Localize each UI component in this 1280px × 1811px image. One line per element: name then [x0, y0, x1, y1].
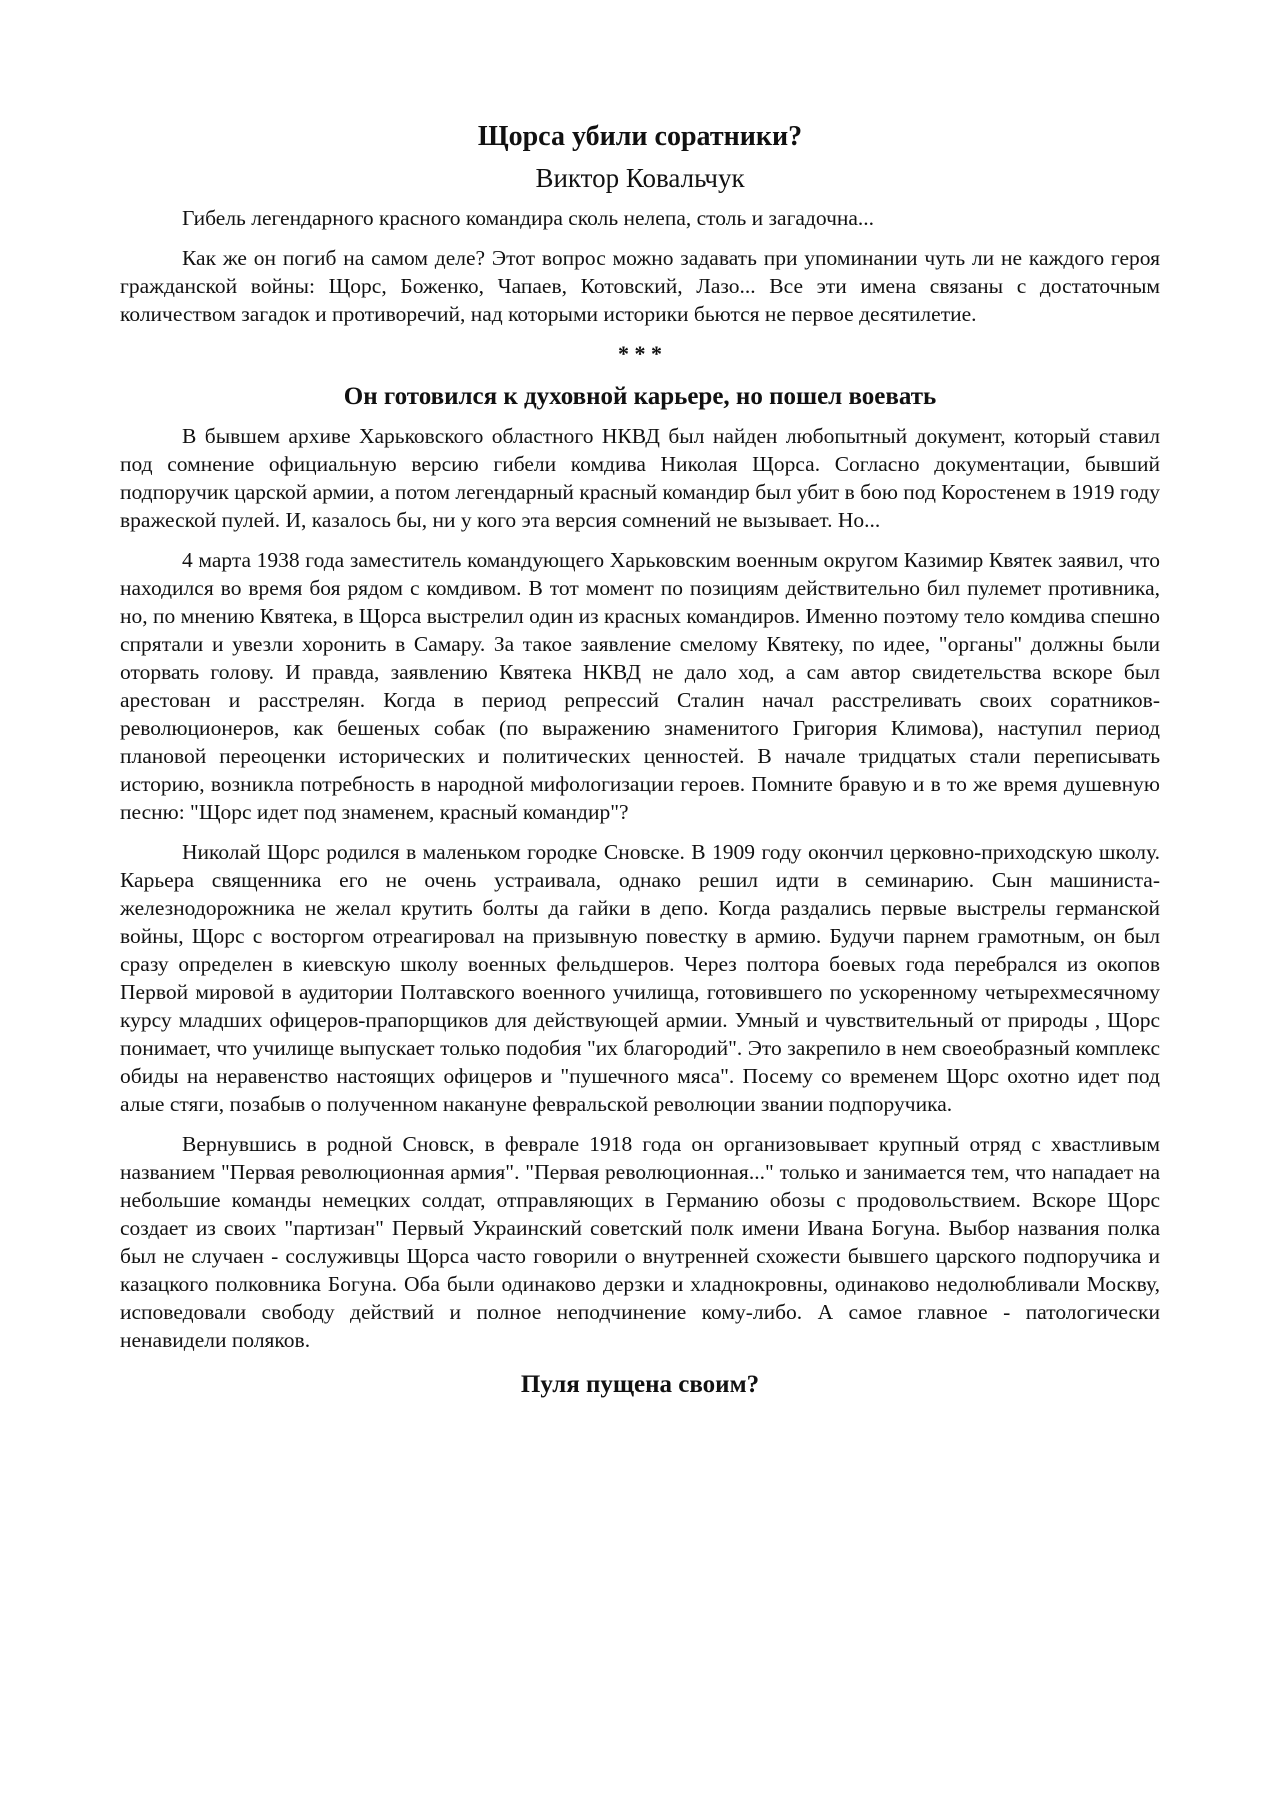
- section-heading-2: Пуля пущена своим?: [520, 1371, 760, 1398]
- document-page: [120, 118, 1160, 1410]
- article-intro: Как же он погиб на самом деле? Этот вопрос можно задавать при упоминании чуть ли не каждого героя гражданской войны: Щорс, Боженко, Чапаев, Котовский, Лазо... Все эти имена связаны с достаточным количеством загадок и противоречий, над которыми историки бьются не первое десятилетие.: [120, 246, 1160, 326]
- section-heading-1: Он готовился к духовной карьере, но пошел воевать: [343, 383, 937, 410]
- paragraph: 4 марта 1938 года заместитель командующего Харьковским военным округом Казимир Квятек заявил, что находился во время боя рядом с комдивом. В тот момент по позициям действительно бил пулемет противника, но, по мнению Квятека, в Щорса выстрелил один из красных командиров. Именно поэтому тело комдива спешно спрятали и увезли хоронить в Самару. За такое заявление смелому Квятеку, по идее, "органы" должны были оторвать голову. И правда, заявлению Квятека НКВД не дало ход, а сам автор свидетельства вскоре был арестован и расстрелян. Когда в период репрессий Сталин начал расстреливать своих соратников-революционеров, как бешеных собак (по выражению знаменитого Григория Климова), наступил период плановой переоценки исторических и политических ценностей. В начале тридцатых стали переписывать историю, возникла потребность в народной мифологизации героев. Помните бравую и в то же время душевную песню: "Щорс идет под знаменем, красный командир"?: [120, 548, 1160, 824]
- article-author: Виктор Ковальчук: [535, 163, 745, 193]
- paragraph: В бывшем архиве Харьковского областного НКВД был найден любопытный документ, который ставил под сомнение официальную версию гибели комдива Николая Щорса. Согласно документации, бывший подпоручик царской армии, а потом легендарный красный командир был убит в бою под Коростенем в 1919 году вражеской пулей. И, казалось бы, ни у кого эта версия сомнений не вызывает. Но...: [120, 424, 1160, 532]
- section-separator: * * *: [618, 341, 662, 366]
- article-title: Щорса убили соратники?: [477, 121, 803, 152]
- paragraph: Николай Щорс родился в маленьком городке Сновске. В 1909 году окончил церковно-приходскую школу. Карьера священника его не очень устраивала, однако решил идти в семинарию. Сын машиниста-железнодорожника не желал крутить болты да гайки в депо. Когда раздались первые выстрелы германской войны, Щорс с восторгом отреагировал на призывную повестку в армию. Будучи парнем грамотным, он был сразу определен в киевскую школу военных фельдшеров. Через полтора боевых года перебрался из окопов Первой мировой в аудитории Полтавского военного училища, готовившего по ускоренному четырехмесячному курсу младших офицеров-прапорщиков для действующей армии. Умный и чувствительный от природы , Щорс понимает, что училище выпускает только подобия "их благородий". Это закрепило в нем своеобразный комплекс обиды на неравенство настоящих офицеров и "пушечного мяса". Посему со временем Щорс охотно идет под алые стяги, позабыв о полученном накануне февральской революции звании подпоручика.: [120, 840, 1160, 1116]
- article-lead: Гибель легендарного красного командира сколь нелепа, столь и загадочна...: [182, 206, 875, 230]
- paragraph: Вернувшись в родной Сновск, в феврале 1918 года он организовывает крупный отряд с хвастливым названием "Первая революционная армия". "Первая революционная..." только и занимается тем, что нападает на небольшие команды немецких солдат, отправляющих в Германию обозы с продовольствием. Вскоре Щорс создает из своих "партизан" Первый Украинский советский полк имени Ивана Богуна. Выбор названия полка был не случаен - сослуживцы Щорса часто говорили о внутренней схожести бывшего царского подпоручика и казацкого полковника Богуна. Оба были одинаково дерзки и хладнокровны, одинаково недолюбливали Москву, исповедовали свободу действий и полное неподчинение кому-либо. А самое главное - патологически ненавидели поляков.: [120, 1132, 1160, 1352]
